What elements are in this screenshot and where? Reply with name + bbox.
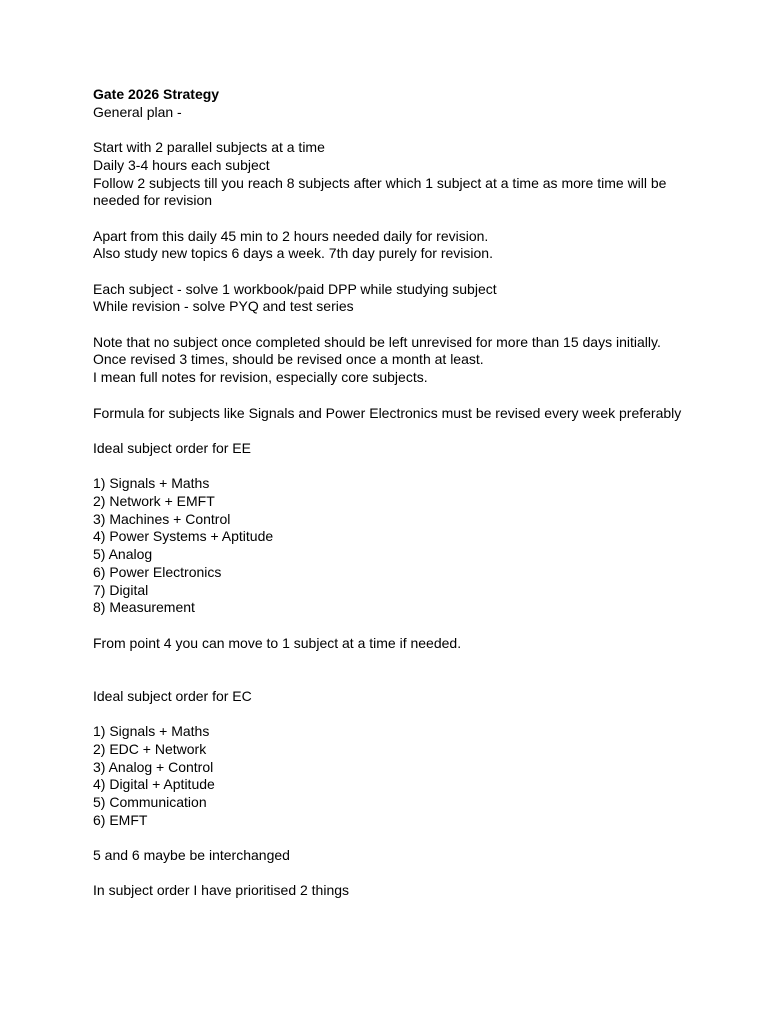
ec-note: 5 and 6 maybe be interchanged: [93, 847, 290, 864]
plan-line: Start with 2 parallel subjects at a time: [93, 139, 325, 156]
plan-line: Daily 3-4 hours each subject: [93, 156, 270, 173]
revision-line: Apart from this daily 45 min to 2 hours needed daily for revision.: [93, 227, 489, 244]
ec-list-item: 3) Analog + Control: [93, 758, 214, 775]
ee-list-item: 8) Measurement: [93, 599, 195, 616]
spacer: [93, 263, 683, 281]
plan-line: Follow 2 subjects till you reach 8 subjects after which 1 subject at a time as more time will be needed for revision: [93, 174, 667, 209]
spacer: [93, 705, 683, 723]
spacer: [93, 316, 683, 334]
spacer: [93, 387, 683, 405]
spacer: [93, 458, 683, 476]
spacer: [93, 210, 683, 228]
document-title: Gate 2026 Strategy: [93, 86, 220, 102]
ec-list-item: 5) Communication: [93, 793, 207, 810]
ec-list-item: 2) EDC + Network: [93, 740, 207, 757]
spacer: [93, 829, 683, 847]
spacer: [93, 865, 683, 883]
practice-line: While revision - solve PYQ and test series: [93, 298, 354, 315]
general-plan-heading: General plan -: [93, 103, 182, 120]
ee-order-heading: Ideal subject order for EE: [93, 439, 251, 456]
spacer: [93, 652, 683, 670]
note-line: Note that no subject once completed should be left unrevised for more than 15 days initially.: [93, 333, 661, 350]
ee-list-item: 7) Digital: [93, 581, 149, 598]
ee-list-item: 1) Signals + Maths: [93, 475, 210, 492]
note-line: I mean full notes for revision, especially core subjects.: [93, 369, 428, 386]
ec-order-heading: Ideal subject order for EC: [93, 687, 252, 704]
practice-line: Each subject - solve 1 workbook/paid DPP while studying subject: [93, 280, 497, 297]
document-body: [93, 86, 683, 900]
spacer: [93, 422, 683, 440]
ee-list-item: 2) Network + EMFT: [93, 493, 215, 510]
ec-list-item: 4) Digital + Aptitude: [93, 776, 215, 793]
revision-line: Also study new topics 6 days a week. 7th day purely for revision.: [93, 245, 493, 262]
ee-list-item: 4) Power Systems + Aptitude: [93, 528, 274, 545]
spacer: [93, 670, 683, 688]
ee-note: From point 4 you can move to 1 subject at a time if needed.: [93, 634, 462, 651]
ee-list-item: 6) Power Electronics: [93, 563, 222, 580]
formula-line: Formula for subjects like Signals and Power Electronics must be revised every week preferably: [93, 404, 682, 421]
note-line: Once revised 3 times, should be revised once a month at least.: [93, 351, 484, 368]
ee-list-item: 3) Machines + Control: [93, 510, 231, 527]
closing-line: In subject order I have prioritised 2 things: [93, 882, 350, 899]
spacer: [93, 121, 683, 139]
ee-list-item: 5) Analog: [93, 546, 153, 563]
ec-list-item: 1) Signals + Maths: [93, 723, 210, 740]
ec-list-item: 6) EMFT: [93, 811, 148, 828]
spacer: [93, 617, 683, 635]
